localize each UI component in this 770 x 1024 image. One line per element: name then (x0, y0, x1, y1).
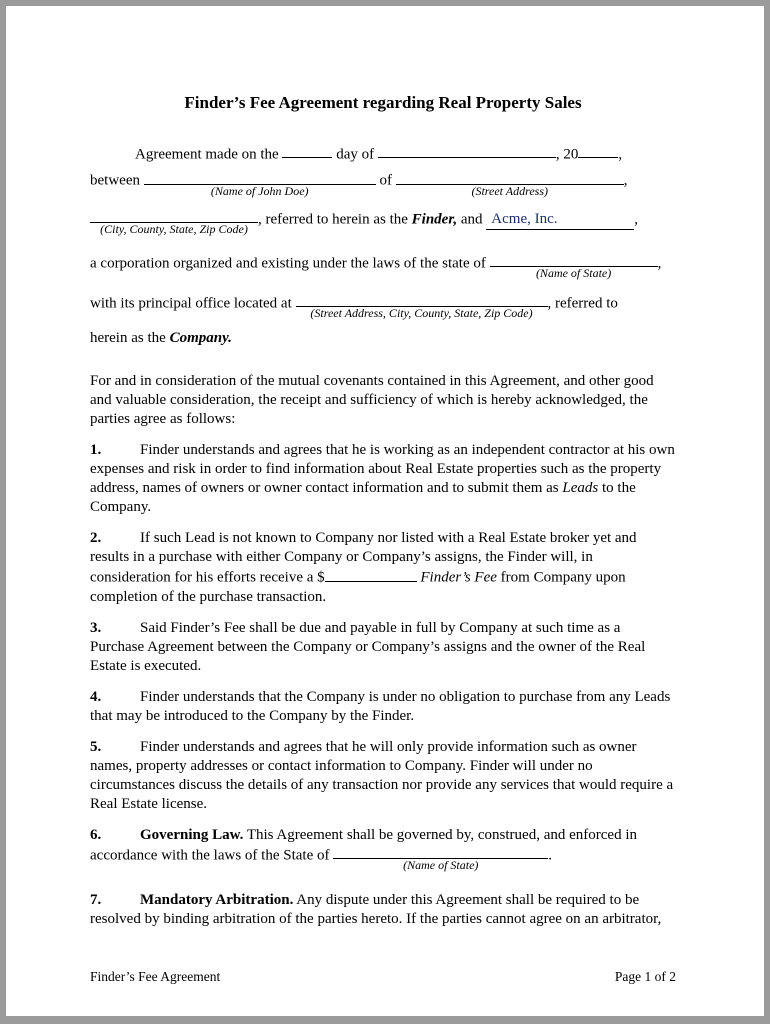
blank-city-county-state-zip[interactable] (90, 209, 258, 236)
intro-text-year-prefix: , 20 (555, 146, 579, 163)
clause-5-number: 5. (90, 738, 102, 755)
blank-day[interactable] (282, 144, 332, 158)
clause-2-text: If such Lead is not known to Company nor listed with a Real Estate broker yet and results in a purchase with either Company or Company’s assigns, the Finder will, in consideration for his efforts receive a $ (90, 530, 637, 586)
intro-text-of: of (379, 172, 392, 189)
clause-1-text-end: to the Company. (90, 480, 636, 516)
caption-name-of-john-doe: (Name of John Doe) (210, 183, 309, 198)
caption-governing-state: (Name of State) (403, 857, 479, 872)
consideration-paragraph: For and in consideration of the mutual covenants contained in this Agreement, and other good and valuable consideration, the receipt and sufficiency of which is hereby acknowledged, the parties agree as follows: (90, 373, 654, 428)
clause-2-text-end: from Company upon completion of the purchase transaction. (90, 569, 626, 605)
comma: , (634, 210, 639, 227)
footer-page-number: Page 1 of 2 (614, 969, 676, 984)
intro-text-referred-to: , referred to (547, 295, 618, 312)
document-title: Finder’s Fee Agreement regarding Real Property Sales (184, 93, 582, 112)
clause-1-text: Finder understands and agrees that he is working as an independent contractor at his own expenses and risk in order to find information about Real Estate properties such as the property address, names of owners or owner contact information and to submit them as (90, 442, 675, 497)
blank-finder-name[interactable] (144, 170, 376, 198)
clause-1-number: 1. (90, 442, 102, 459)
footer-document-name: Finder’s Fee Agreement (90, 969, 221, 984)
comma: , (618, 146, 623, 163)
company-label: Company. (169, 330, 232, 347)
intro-line-1 (90, 144, 676, 164)
blank-finder-street-address[interactable] (396, 170, 624, 198)
intro-text-and: and (460, 210, 483, 227)
clause-2-number: 2. (90, 530, 102, 547)
comma: , (657, 255, 662, 271)
clause-2 (90, 529, 676, 606)
finders-fee-term: Finder’s Fee (420, 569, 497, 586)
blank-state-of-incorporation[interactable] (490, 253, 658, 280)
blank-governing-state[interactable] (333, 845, 548, 872)
blank-month[interactable] (378, 144, 556, 158)
clause-6 (90, 826, 676, 872)
caption-street-address: (Street Address) (471, 183, 548, 198)
blank-principal-office-address[interactable] (296, 293, 548, 321)
finder-label: Finder, (411, 210, 458, 227)
clause-1 (90, 441, 676, 517)
document-page (6, 6, 764, 1016)
clause-6-heading: Governing Law. (140, 826, 244, 843)
leads-term: Leads (562, 480, 599, 497)
clause-7-number: 7. (90, 891, 102, 908)
intro-text-made-on: Agreement made on the (135, 146, 279, 163)
caption-street-city-county-state-zip: (Street Address, City, County, State, Zip Code) (310, 306, 533, 321)
clause-6-text: This Agreement shall be governed by, construed, and enforced in accordance with the laws of the State of (90, 826, 637, 863)
intro-text-principal-office: with its principal office located at (90, 295, 292, 312)
intro-text-herein: herein as the (90, 330, 166, 347)
intro-text-between: between (90, 172, 140, 189)
clause-7 (90, 891, 676, 929)
intro-line-6 (90, 329, 676, 348)
company-name-field[interactable]: Acme, Inc. (486, 210, 634, 230)
clause-5 (90, 738, 676, 814)
clause-6-number: 6. (90, 826, 102, 843)
clause-4-text: Finder understands that the Company is under no obligation to purchase from any Leads that may be introduced to the Company by the Finder. (90, 688, 671, 724)
clause-3-number: 3. (90, 619, 102, 636)
clause-7-text: Any dispute under this Agreement shall be required to be resolved by binding arbitration of the parties hereto. If the parties cannot agree on an arbitrator, (90, 891, 662, 927)
intro-line-4 (90, 253, 676, 280)
caption-name-of-state: (Name of State) (535, 266, 612, 280)
comma: , (623, 172, 628, 189)
intro-line-2 (90, 170, 676, 198)
clause-7-heading: Mandatory Arbitration. (140, 891, 294, 908)
clause-5-text: Finder understands and agrees that he will only provide information such as owner names, property addresses or contact information to Company. Finder will under no circumstances discuss the details of any transaction nor provide any services that would require a Real Estate license. (90, 738, 674, 812)
caption-city-county-state-zip: (City, County, State, Zip Code) (100, 221, 248, 236)
intro-text-corporation: a corporation organized and existing under the laws of the state of (90, 255, 486, 271)
intro-line-5 (90, 293, 676, 321)
clause-3-text: Said Finder’s Fee shall be due and payable in full by Company at such time as a Purchase Agreement between the Company or Company’s assigns and the owner of the Real Estate is executed. (90, 619, 646, 674)
clause-4 (90, 688, 676, 726)
blank-fee-amount[interactable] (325, 567, 417, 581)
intro-text-referred-finder: , referred to herein as the (258, 210, 408, 227)
intro-text-day-of: day of (336, 146, 375, 163)
blank-year[interactable] (578, 144, 618, 158)
period: . (548, 846, 552, 863)
clause-4-number: 4. (90, 688, 102, 705)
page-footer (90, 967, 676, 986)
intro-line-3 (90, 209, 676, 236)
clause-3 (90, 619, 676, 676)
